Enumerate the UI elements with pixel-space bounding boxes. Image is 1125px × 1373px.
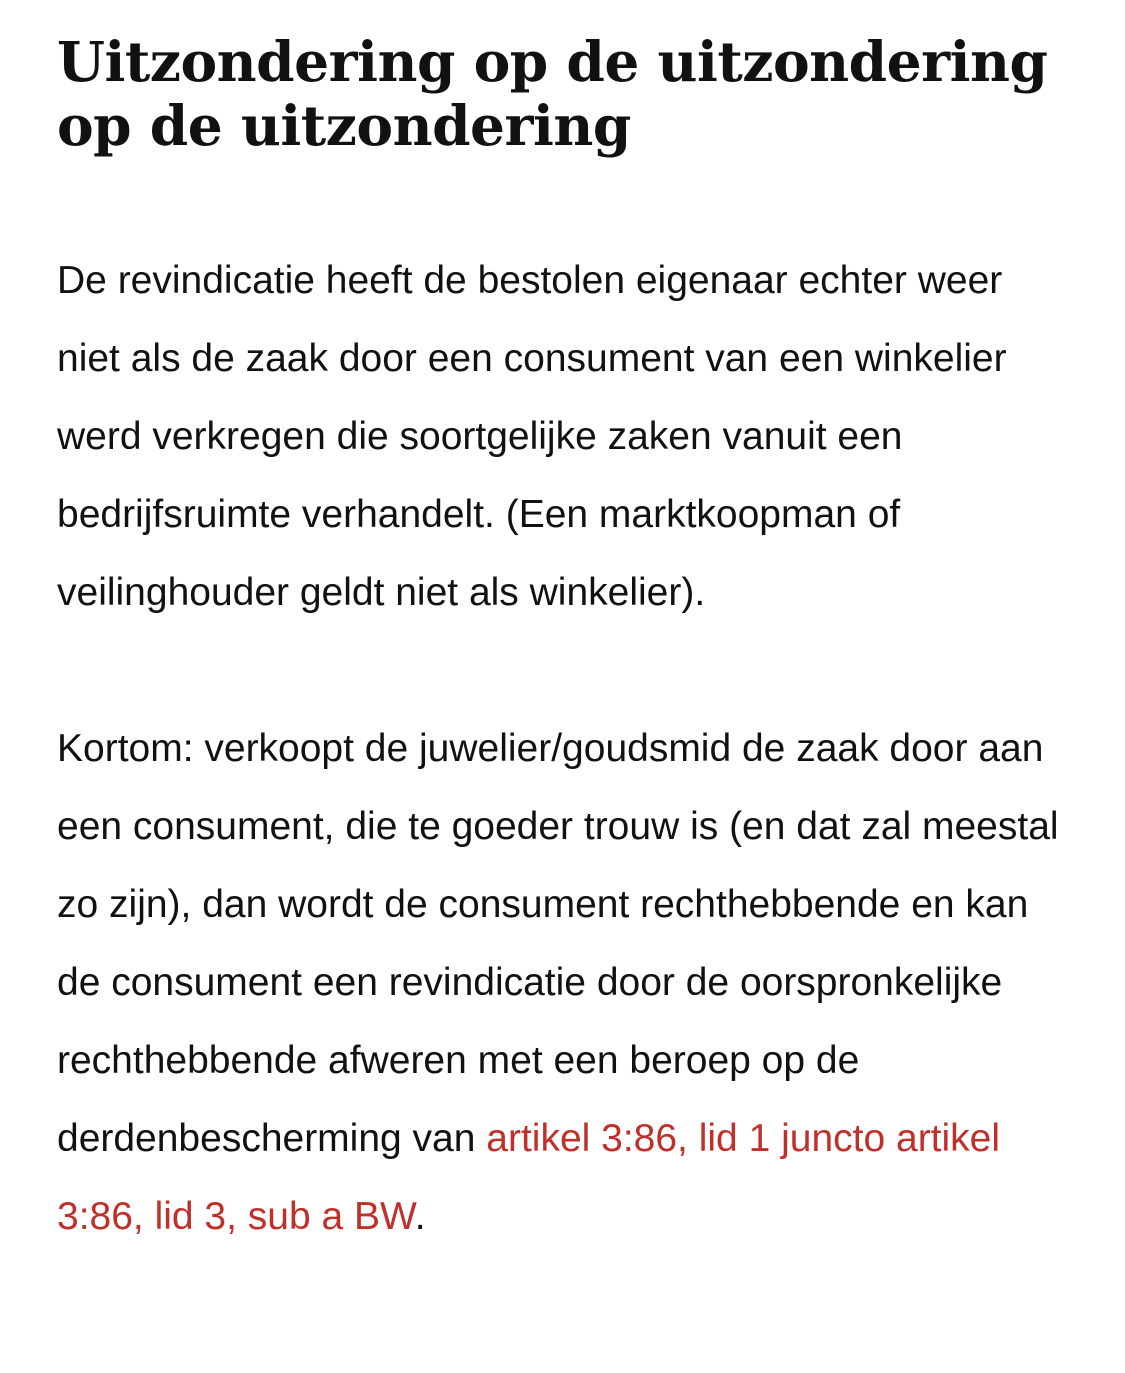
law-article-link[interactable]: artikel 3:86, lid 1 juncto artikel 3:86, lid 3, sub a BW [57,1117,1001,1238]
section-heading: Uitzondering op de uitzondering op de uitzondering [57,29,1048,158]
paragraph-kortom-text: Kortom: verkoopt de juwelier/goudsmid de zaak door aan een consument, die te goeder trouw is (en dat zal meestal zo zijn), dan wordt de consument rechthebbende en kan de consument een revindicatie door de oorspronkelijke rechthebbende afweren met een beroep op de derdenbescherming van [57,727,1059,1160]
paragraph-revindicatie: De revindicatie heeft de bestolen eigenaar echter weer niet als de zaak door een consument van een winkelier werd verkregen die soortgelijke zaken vanuit een bedrijfsruimte verhandelt. (Een marktkoopman of veilinghouder geldt niet als winkelier). [57,259,1007,614]
paragraph-kortom [57,710,1067,1256]
paragraph-kortom-period: . [414,1195,426,1238]
article [57,30,1067,1256]
